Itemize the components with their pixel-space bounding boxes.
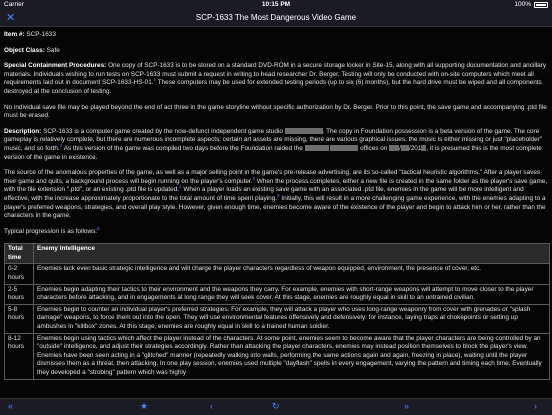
description-text-4: offices on xyxy=(360,144,388,152)
table-row xyxy=(5,284,550,304)
item-line xyxy=(4,31,548,40)
redaction-bar xyxy=(305,145,329,151)
footnote-link[interactable]: 5 xyxy=(277,192,280,198)
footnote-link[interactable]: 4 xyxy=(179,184,182,190)
page-title: SCP-1633 The Most Dangerous Video Game xyxy=(195,13,357,22)
column-header-time: Total time xyxy=(5,244,34,264)
containment-text: One copy of SCP-1633 is to be stored on a standard DVD-ROM in a secure storage locker in Site-15, along with all supporting documentation and ancillary materials. Individuals wishing to run tests on SCP-1633 must submit a request in writing to head researcher Dr. Berger. Testing will only be conducted with on-site computers which meet all requirements laid out in document SCP-1633-HS-01. xyxy=(4,62,547,87)
redaction-bar xyxy=(389,145,399,151)
battery-percent: 100% xyxy=(514,1,531,8)
prev-page-icon[interactable]: ‹ xyxy=(210,401,213,411)
last-page-icon[interactable]: » xyxy=(404,401,410,411)
intelligence-cell: Enemies begin adapting their tactics to their environment and the weapons they carry. For example, enemies with short-range weapons will attempt to move closer to the player characters before attacking, and in engagements at long range they will seek cover. At this stage, enemies are roughly equal in skill to an untrained civilian. xyxy=(34,284,550,304)
battery-status xyxy=(514,1,548,8)
footnote-link[interactable]: 2 xyxy=(59,142,63,148)
description-text: SCP-1633 is a computer game created by the now-defunct independent game studio xyxy=(43,127,283,135)
bottom-toolbar xyxy=(0,398,552,415)
intelligence-cell: Enemies begin to counter an individual player's preferred strategies. For example, they will attack a player who uses long-range weaponry from cover with grenades or "splash damage" weapons, to force them out into the open. They will use environmental features offensively and defensively: for instance, laying traps at chokepoints or setting up ambushes in "killbox" zones. At this stage, enemies are roughly equal in skill to a trained human soldier. xyxy=(34,304,550,333)
source-text-3: When a player loads an existing save game with an associated .ptd file, enemies in the game will be more intelligent and effective, with the increase approximately proportionate to the total amount of time spent playing. xyxy=(4,186,524,202)
class-value: Safe xyxy=(46,46,60,54)
source-paragraph xyxy=(4,169,548,221)
source-text: The source of the anomalous properties of the game, as well as a major selling point in the game's pre-release advertising, are its so-called "tactical heuristic algorithms." After a player saves their game and quits, a background process will begin running on the player's computer. xyxy=(4,169,541,185)
status-bar xyxy=(0,0,552,10)
progression-table xyxy=(4,243,550,379)
containment-paragraph xyxy=(4,62,548,96)
description-text-3: As this version of the game was compiled two days before the Foundation raided the xyxy=(62,144,303,152)
carrier-label: Carrier xyxy=(4,1,24,8)
first-page-icon[interactable]: « xyxy=(8,401,14,411)
refresh-icon[interactable]: ↻ xyxy=(272,401,280,411)
containment-label: Special Containment Procedures: xyxy=(4,62,107,70)
column-header-intelligence: Enemy intelligence xyxy=(34,244,550,264)
time-cell: 0-2 hours xyxy=(5,264,34,284)
star-icon[interactable]: ★ xyxy=(140,401,149,411)
containment-text-2: These computers may be used for extended testing periods (up to six (6) months), but the hard drive must be wiped and all components destroyed at the conclusion of testing. xyxy=(4,79,542,95)
class-line xyxy=(4,47,548,56)
footnote-link[interactable]: 3 xyxy=(252,175,255,181)
item-label: Item #: xyxy=(4,31,25,38)
progression-text: Typical progression is as follows: xyxy=(4,227,98,235)
description-label: Description: xyxy=(4,127,42,135)
source-text-4: Initially, this will result in a more challenging game experience, with the enemies adapting to a player's preferred weapons, strategies, and overall play style. However, given enough time, enemies become aware of the existence of the player and begin to attack him or her, rather than the characters in the game. xyxy=(4,194,546,220)
close-icon[interactable]: ✕ xyxy=(6,12,16,24)
redaction-bar xyxy=(285,128,323,134)
footnote-link[interactable]: 6 xyxy=(97,225,100,231)
table-row xyxy=(5,264,550,284)
article-view[interactable] xyxy=(0,27,552,398)
redaction-bar xyxy=(330,145,358,151)
description-text-7: , it is presumed this is the most complete version of the game in existence. xyxy=(4,144,542,161)
description-text-6: /201 xyxy=(408,144,422,152)
save-paragraph: No individual save file may be played beyond the end of act three in the game storyline without specific authorization by Dr. Berger. Prior to this point, the save game and accompanying .ptd file must be erased. xyxy=(4,103,547,120)
battery-icon xyxy=(534,2,548,8)
description-text-2: . The copy in Foundation possession is a beta version of the game. The core gameplay is relatively complete, but there are numerous incomplete aspects: certain art assets are missing, there are various graphical issues, the music is either missing or just "placeholder" music, and so forth. xyxy=(4,127,543,152)
table-header-row xyxy=(5,244,550,264)
intelligence-cell: Enemies lack even basic strategic intelligence and will charge the player characters regardless of weapon equipped, environment, the presence of cover, etc. xyxy=(34,264,550,284)
progression-line xyxy=(4,225,548,237)
time-cell: 8-12 hours xyxy=(5,333,34,379)
time-cell: 2-5 hours xyxy=(5,284,34,304)
time-cell: 5-8 hours xyxy=(5,304,34,333)
source-text-2: When the process completes, either a new file is created in the same folder as the player's save game, with the file extension ".ptd", or an existing .ptd file is updated. xyxy=(4,177,548,194)
intelligence-cell: Enemies begin using tactics which affect the player instead of the characters. At some point, enemies seem to become aware that the player characters are being controlled by an "outside" intelligence, and adjust their strategies accordingly. Rather than attacking the player characters, enemies may instead position themselves to block the player's view. Enemies have been seen acting in a "glitched" manner (repeatedly walking into walls, performing the same actions again and again, freezing in place), waiting until the player dismisses them as a threat, then attacking. In one play session, enemies used multiple "dayflash" spells in every engagement, varying the pattern and timing each time. Eventually they developed a "strobing" pattern which was highly xyxy=(34,333,550,379)
redaction-bar xyxy=(401,145,409,151)
description-paragraph xyxy=(4,128,548,162)
item-value: SCP-1633 xyxy=(26,31,56,38)
table-row xyxy=(5,304,550,333)
nav-bar xyxy=(0,10,552,27)
next-page-icon[interactable]: › xyxy=(534,401,537,411)
table-row xyxy=(5,333,550,379)
clock: 10:15 PM xyxy=(261,1,291,8)
class-label: Object Class: xyxy=(4,46,45,54)
footnote-link[interactable]: 1 xyxy=(153,77,157,83)
